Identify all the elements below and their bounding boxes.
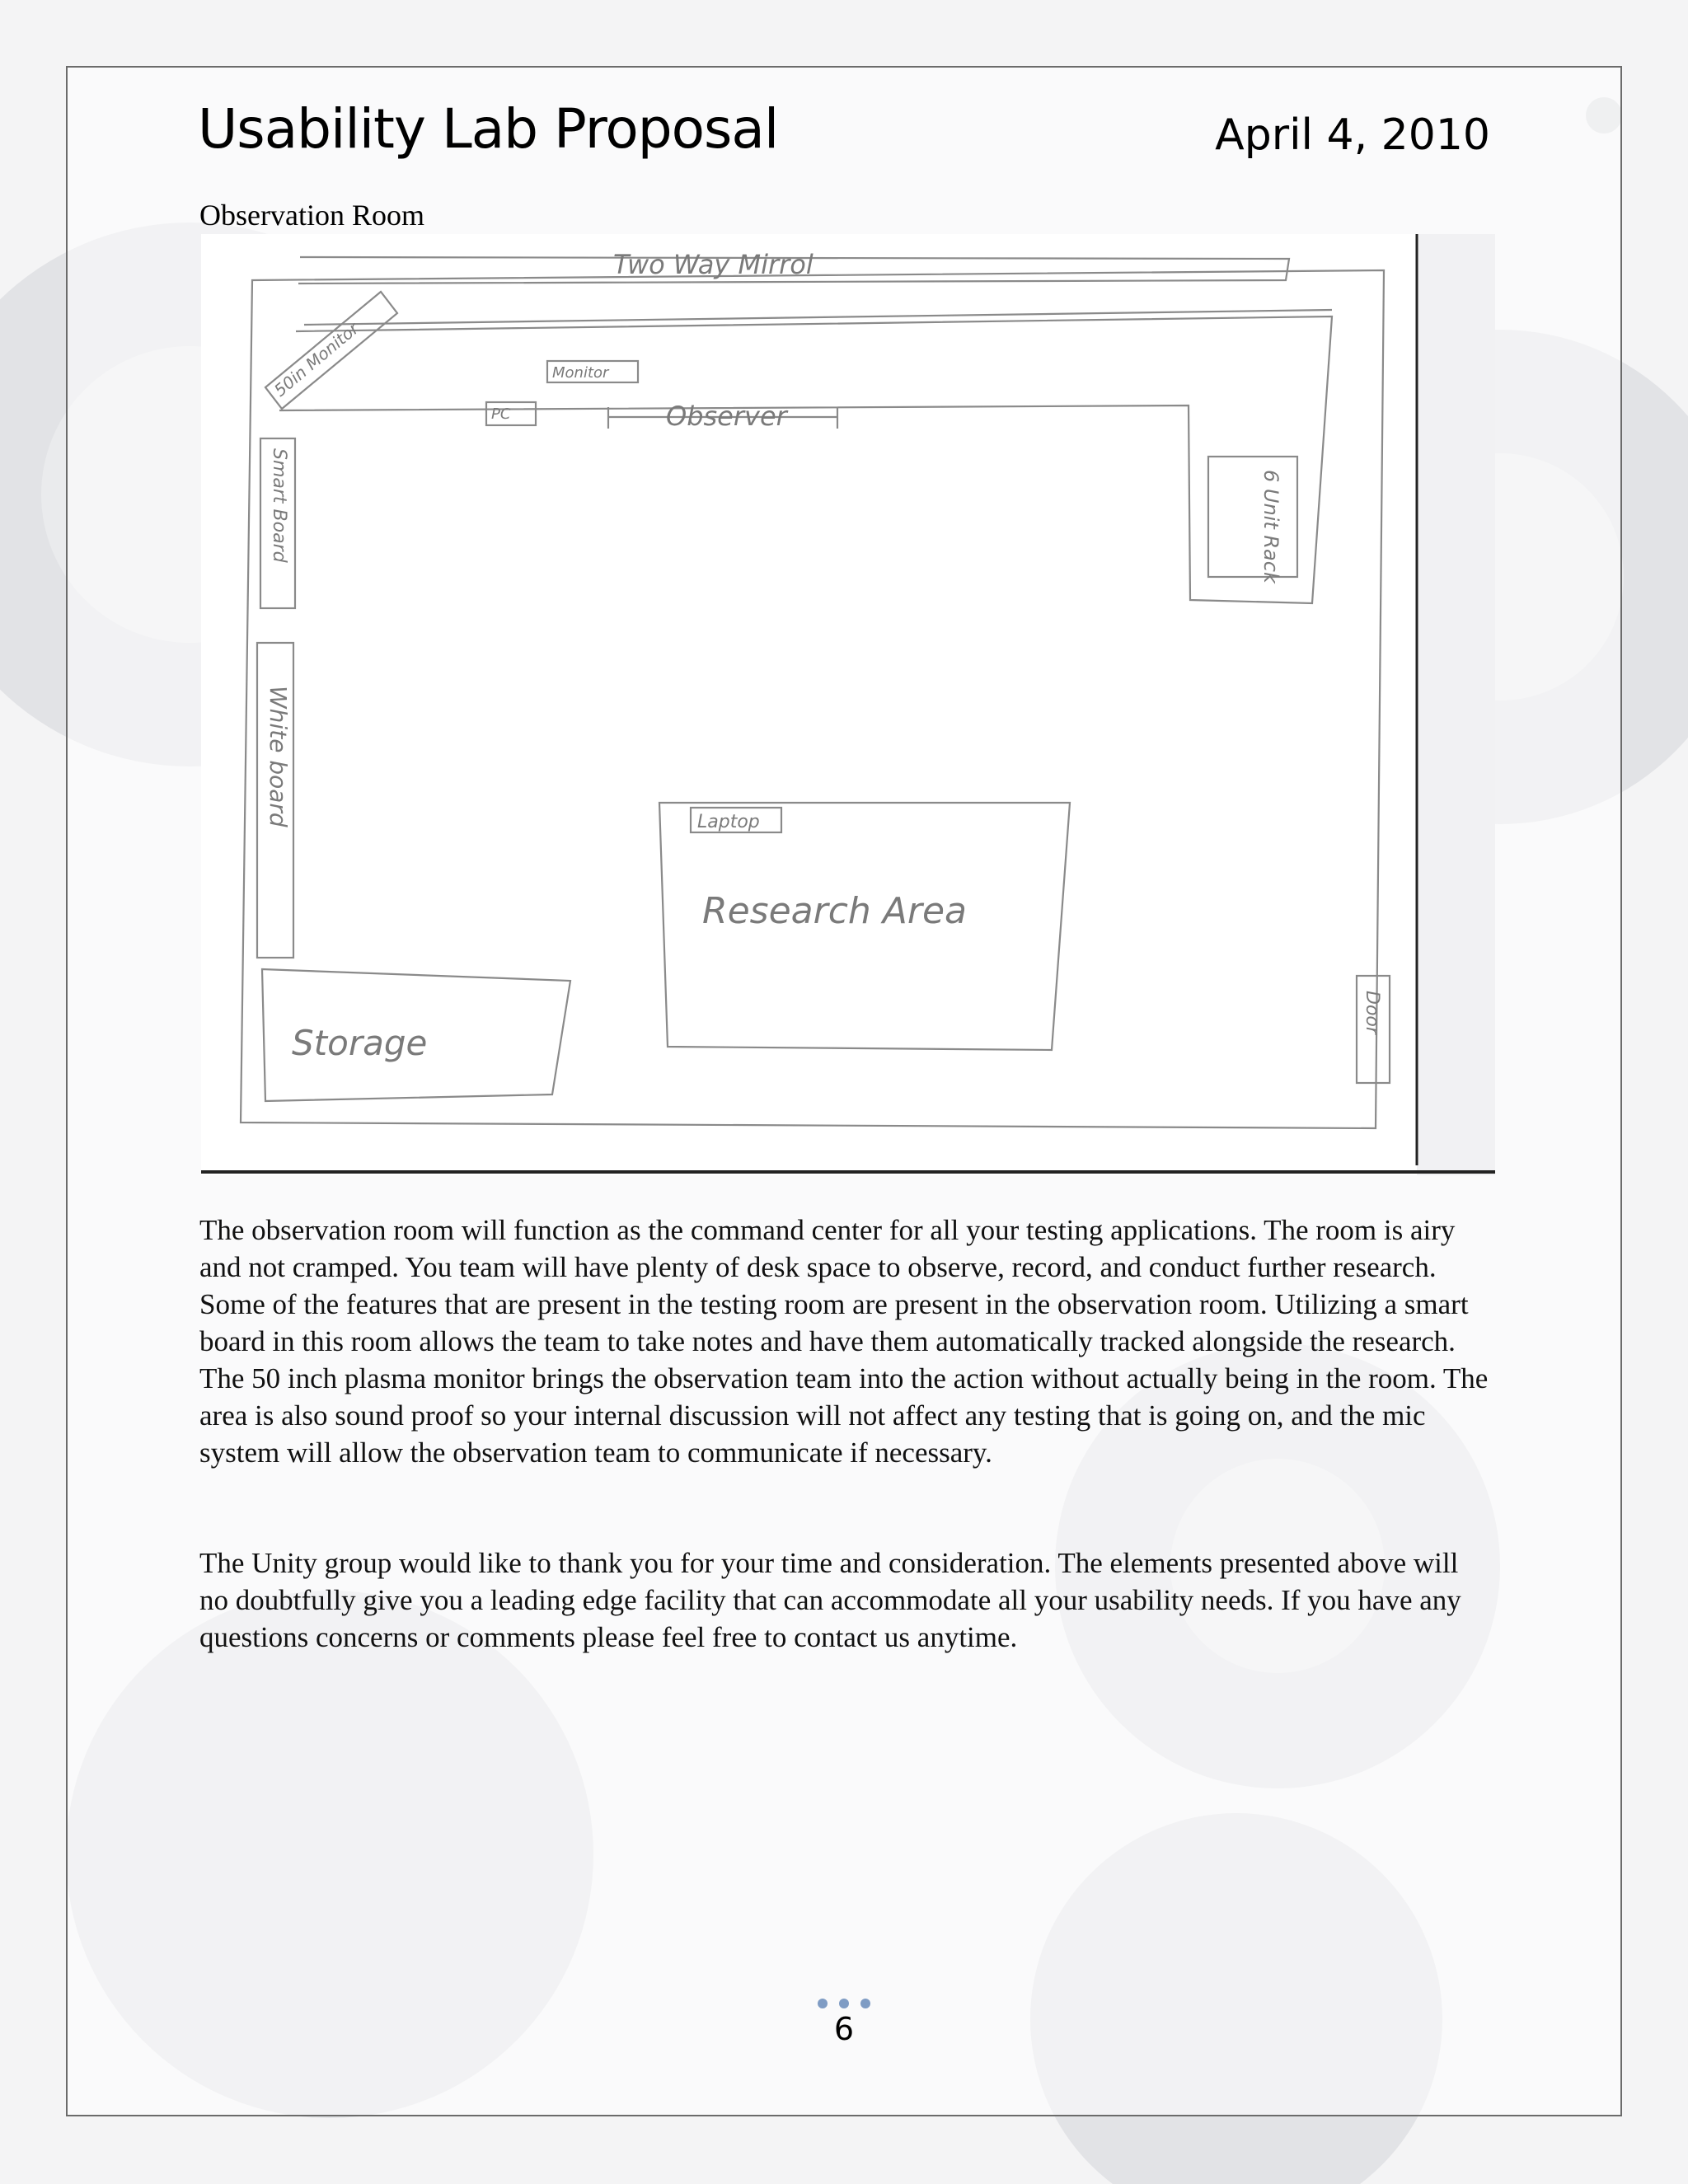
unit-rack-shape bbox=[1208, 457, 1297, 577]
label-unit-rack: 6 Unit Rack bbox=[1259, 470, 1282, 583]
label-observer: Observer bbox=[666, 401, 787, 432]
label-laptop: Laptop bbox=[697, 812, 760, 832]
document-date: April 4, 2010 bbox=[1215, 110, 1490, 160]
label-pc: PC bbox=[491, 405, 511, 423]
body-paragraph-2: The Unity group would like to thank you for your time and consideration. The elements presented above will no doubtfully give you a leading edge facility that can accommodate all your usability needs. If you have any questions concerns or comments please feel free to contact us anytime. bbox=[199, 1547, 1461, 1653]
section-label: Observation Room bbox=[199, 199, 424, 232]
document-title: Usability Lab Proposal bbox=[198, 97, 779, 161]
body-paragraph-1: The observation room will function as the command center for all your testing applications. The room is airy and not cramped. You team will have plenty of desk space to observe, record, and conduct further research. Some of the features that are present in the testing room are present in the observation room. Utilizing a smart board in this room allows the team to take notes and have them automatically tracked alongside the research. The 50 inch plasma monitor brings the observation team into the action without actually being in the room. The area is also sound proof so your internal discussion will not affect any testing that is going on, and the mic system will allow the observation team to communicate if necessary. bbox=[199, 1214, 1489, 1469]
label-white-board: White board bbox=[265, 686, 292, 827]
observer-counter bbox=[279, 316, 1332, 603]
room-outline bbox=[241, 270, 1384, 1128]
label-door: Door bbox=[1362, 991, 1382, 1034]
label-storage: Storage bbox=[292, 1023, 428, 1063]
label-monitor: Monitor bbox=[552, 364, 609, 382]
label-smart-board: Smart Board bbox=[269, 448, 289, 563]
page-number: 6 bbox=[833, 2011, 855, 2047]
label-research-area: Research Area bbox=[702, 890, 967, 932]
page-dots-ornament bbox=[816, 1998, 872, 2009]
floor-plan-sketch bbox=[201, 234, 1495, 1175]
label-50in-monitor: 50in Monitor bbox=[270, 318, 363, 401]
label-two-way-mirror: Two Way Mirrol bbox=[613, 249, 814, 280]
